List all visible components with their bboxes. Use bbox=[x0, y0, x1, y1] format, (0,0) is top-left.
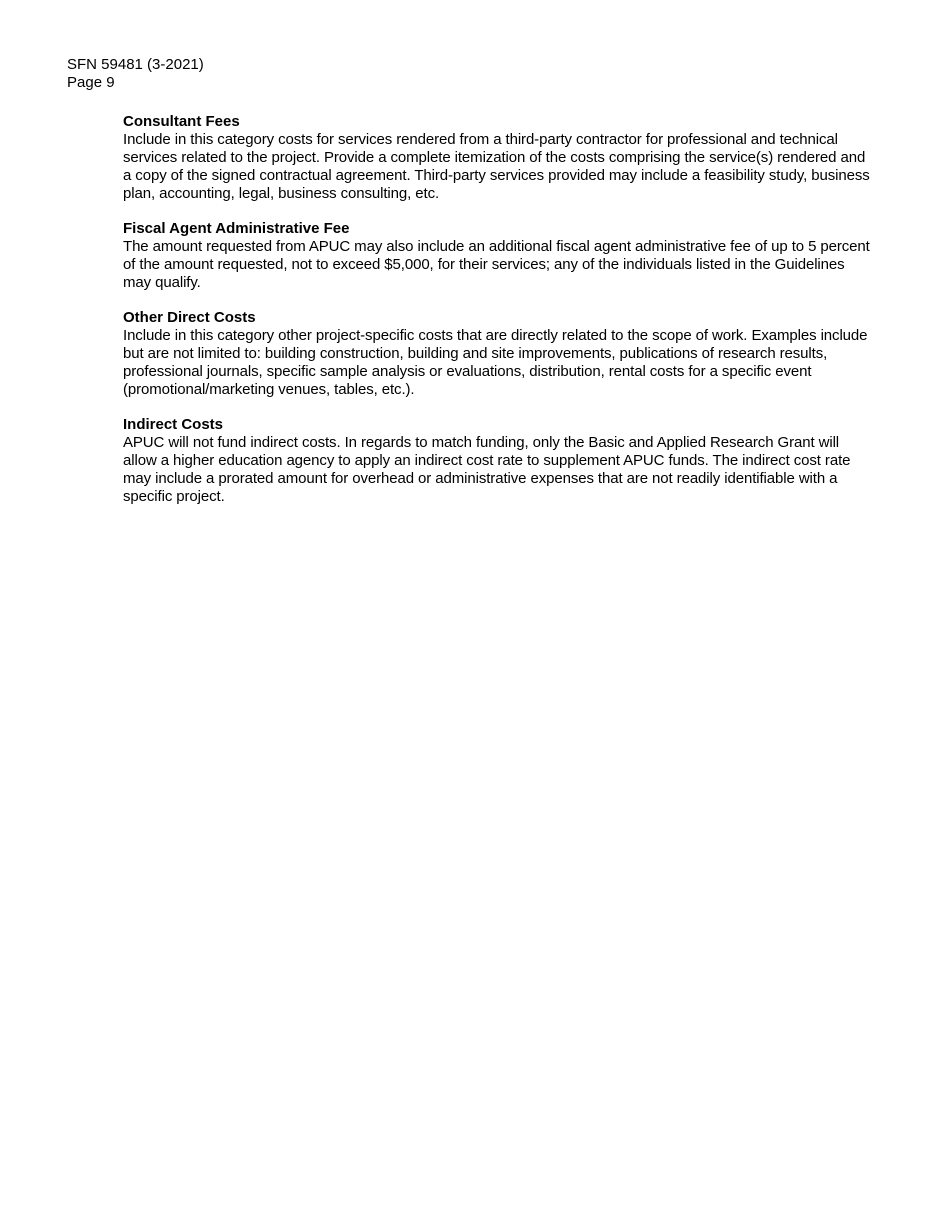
page-number: Page 9 bbox=[67, 74, 115, 91]
page-header bbox=[67, 56, 204, 92]
section-heading: Consultant Fees bbox=[123, 113, 240, 130]
section-heading: Fiscal Agent Administrative Fee bbox=[123, 220, 350, 237]
section-indirect-costs bbox=[123, 416, 875, 506]
section-consultant-fees bbox=[123, 113, 875, 203]
section-paragraph: Include in this category costs for services rendered from a third-party contractor for professional and technical services related to the project. Provide a complete itemization of the costs comprising the service(s) rendered and a copy of the signed contractual agreement. Third-party services provided may include a feasibility study, business plan, accounting, legal, business consulting, etc. bbox=[123, 131, 870, 202]
section-heading: Indirect Costs bbox=[123, 416, 224, 433]
section-other-direct-costs bbox=[123, 309, 875, 399]
section-paragraph: APUC will not fund indirect costs. In regards to match funding, only the Basic and Applied Research Grant will allow a higher education agency to apply an indirect cost rate to supplement APUC funds. The indirect cost rate may include a prorated amount for overhead or administrative expenses that are not readily identifiable with a specific project. bbox=[123, 434, 851, 505]
section-fiscal-agent-fee bbox=[123, 220, 875, 292]
document-body bbox=[123, 113, 875, 523]
section-paragraph: The amount requested from APUC may also include an additional fiscal agent administrative fee of up to 5 percent of the amount requested, not to exceed $5,000, for their services; any of the individuals listed in the Guidelines may qualify. bbox=[123, 238, 870, 291]
form-number: SFN 59481 (3-2021) bbox=[67, 56, 204, 73]
section-paragraph: Include in this category other project-specific costs that are directly related to the scope of work. Examples include but are not limited to: building construction, building and site improvements, publications of research results, professional journals, specific sample analysis or evaluations, distribution, rental costs for a specific event (promotional/marketing venues, tables, etc.). bbox=[123, 327, 868, 398]
section-heading: Other Direct Costs bbox=[123, 309, 256, 326]
